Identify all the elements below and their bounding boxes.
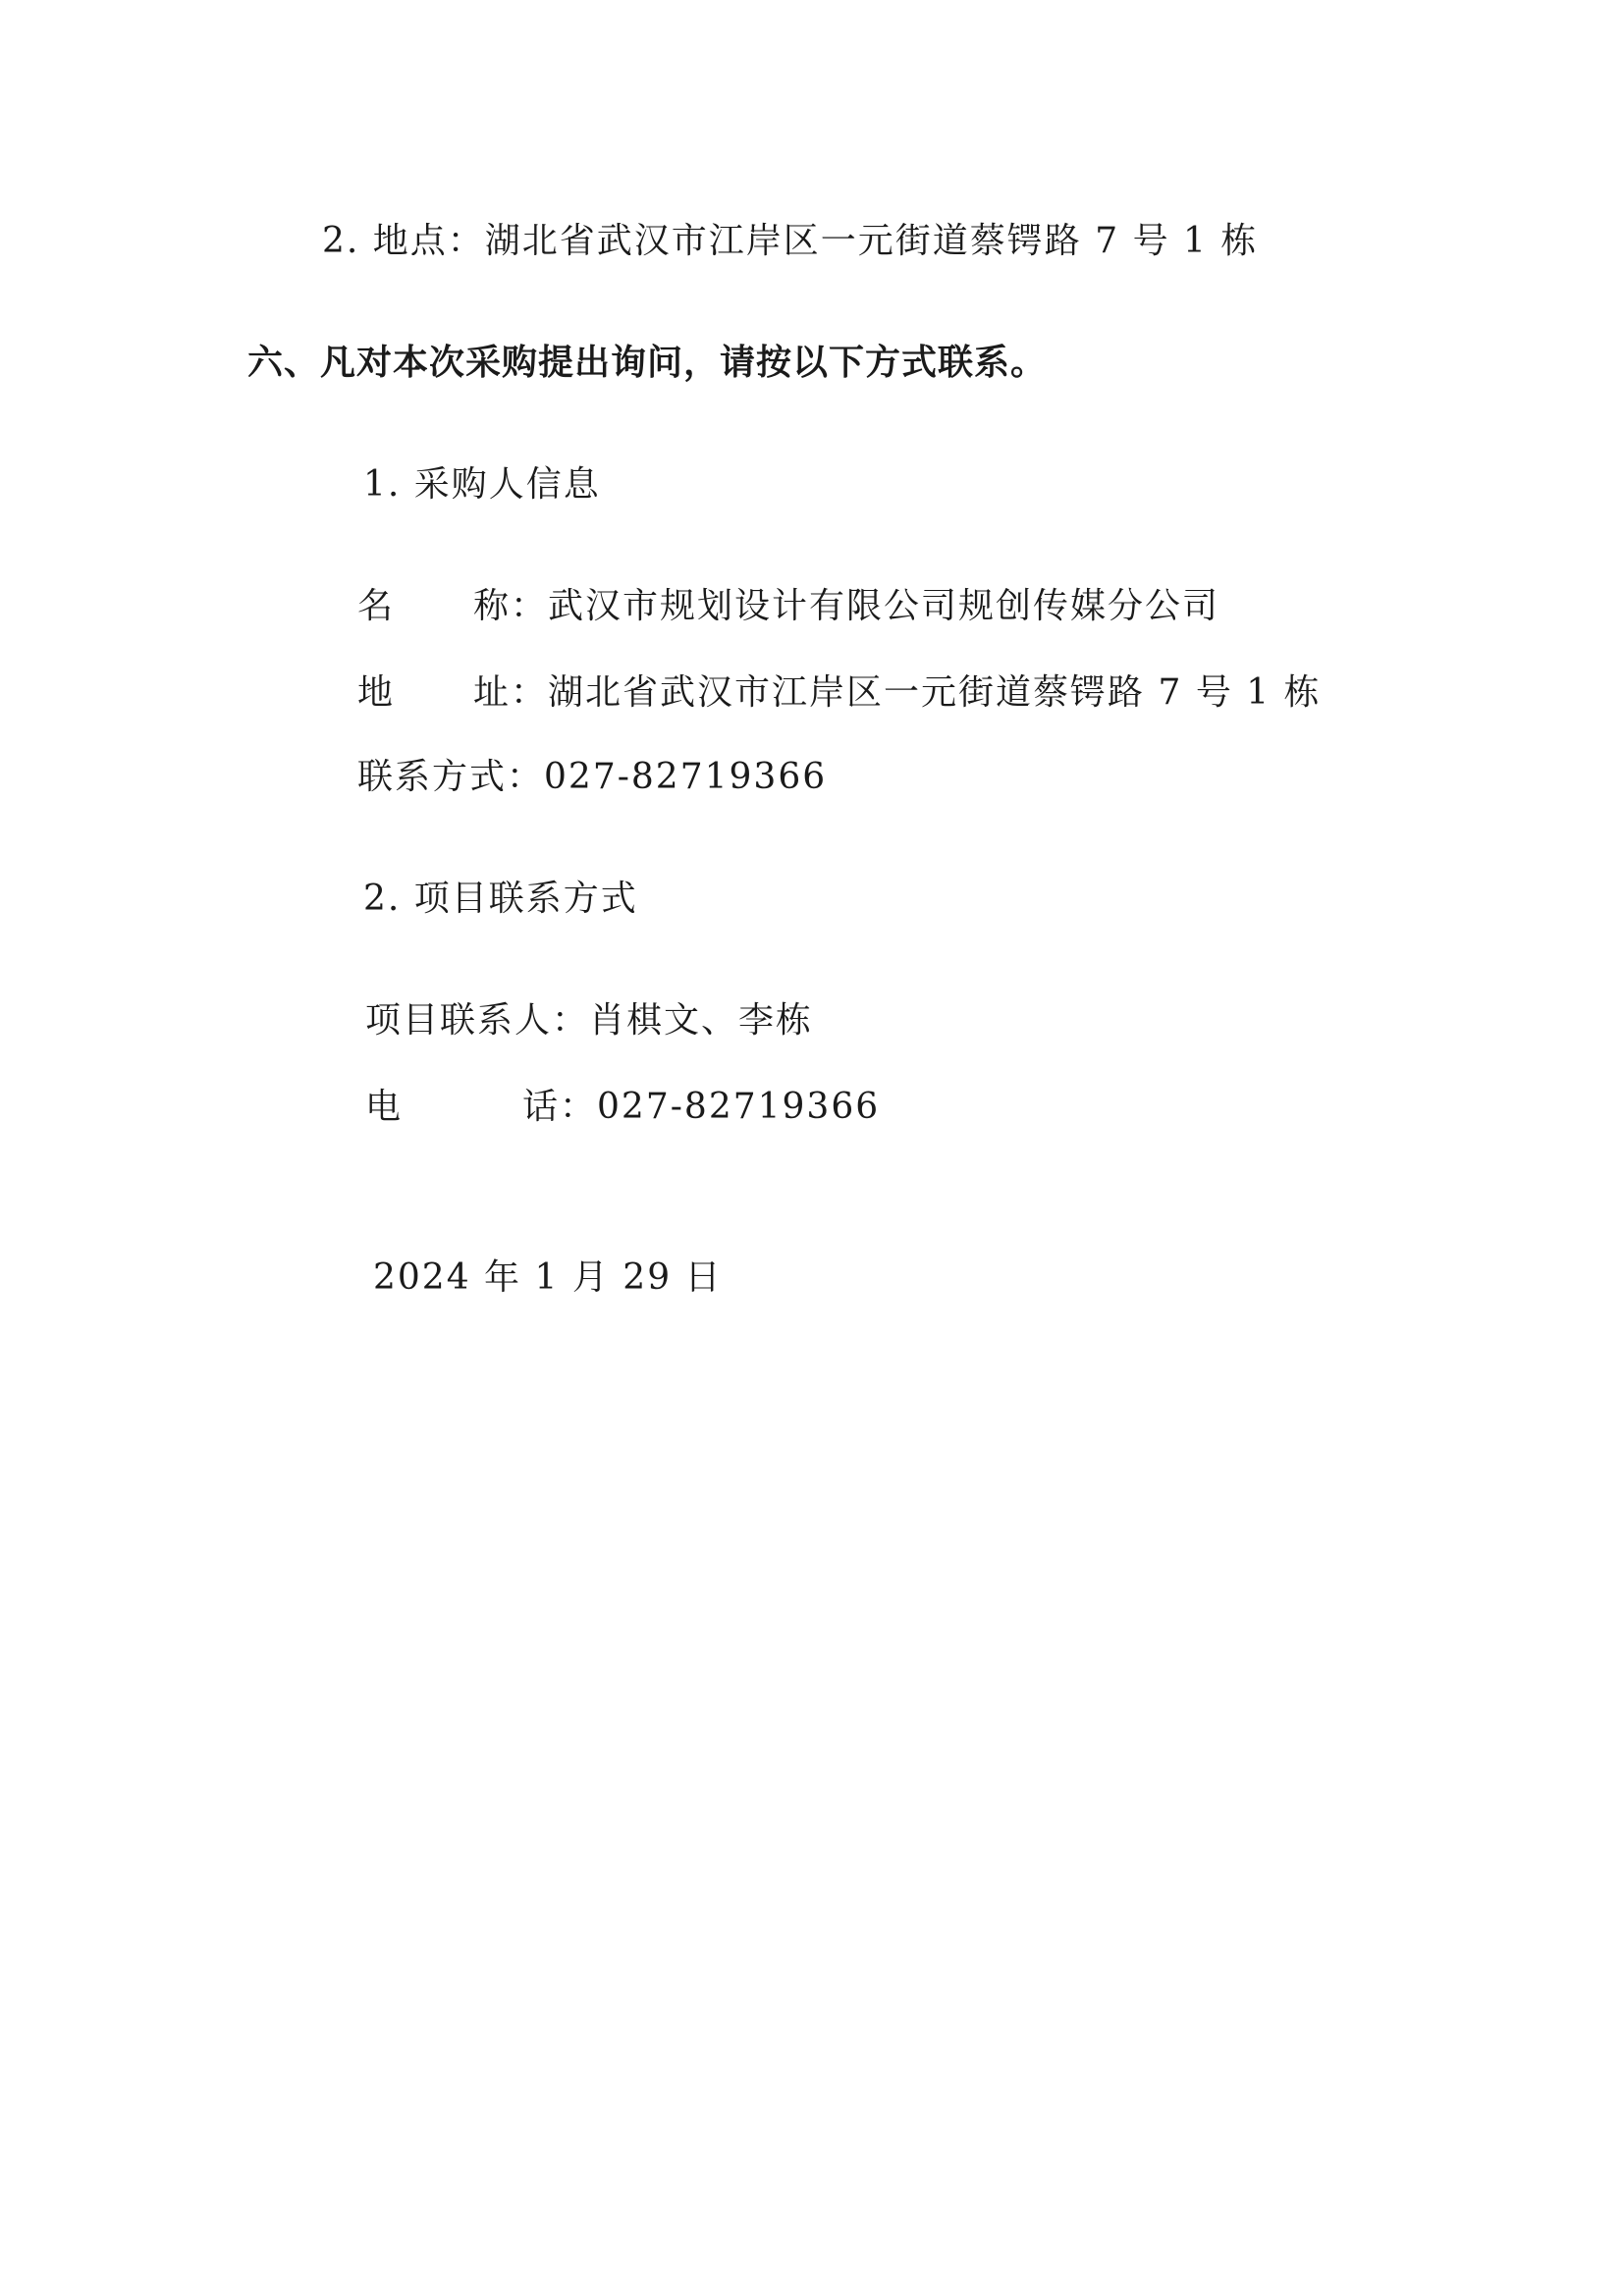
location-line: 2. 地点：湖北省武汉市江岸区一元街道蔡锷路 7 号 1 栋 <box>322 221 1259 261</box>
contact-label: 联系方式： <box>357 757 545 797</box>
address-label-second: 址： <box>473 672 549 713</box>
purchaser-name-value: 武汉市规划设计有限公司规创传媒分公司 <box>548 586 1220 626</box>
project-phone-row <box>365 1084 880 1131</box>
phone-value: 027-82719366 <box>597 1087 881 1127</box>
person-value: 肖棋文、李栋 <box>589 1000 814 1041</box>
project-title: 2. 项目联系方式 <box>363 879 638 919</box>
phone-label-first: 电 <box>365 1087 404 1127</box>
purchaser-address-row <box>357 669 1322 717</box>
purchaser-address-value: 湖北省武汉市江岸区一元街道蔡锷路 7 号 1 栋 <box>548 672 1322 713</box>
purchaser-name-row <box>357 583 1219 630</box>
name-label-second: 称： <box>473 586 549 626</box>
purchaser-title: 1. 采购人信息 <box>363 464 601 505</box>
section-heading: 六、凡对本次采购提出询问，请按以下方式联系。 <box>247 343 1048 383</box>
name-label-first: 名 <box>357 586 396 626</box>
document-date: 2024 年 1 月 29 日 <box>373 1257 723 1298</box>
person-label: 项目联系人： <box>365 1000 590 1041</box>
phone-label-second: 话： <box>522 1087 598 1127</box>
address-label-first: 地 <box>357 672 396 713</box>
contact-value: 027-82719366 <box>544 757 828 797</box>
purchaser-contact-row <box>357 754 827 801</box>
project-person-row <box>365 997 813 1044</box>
